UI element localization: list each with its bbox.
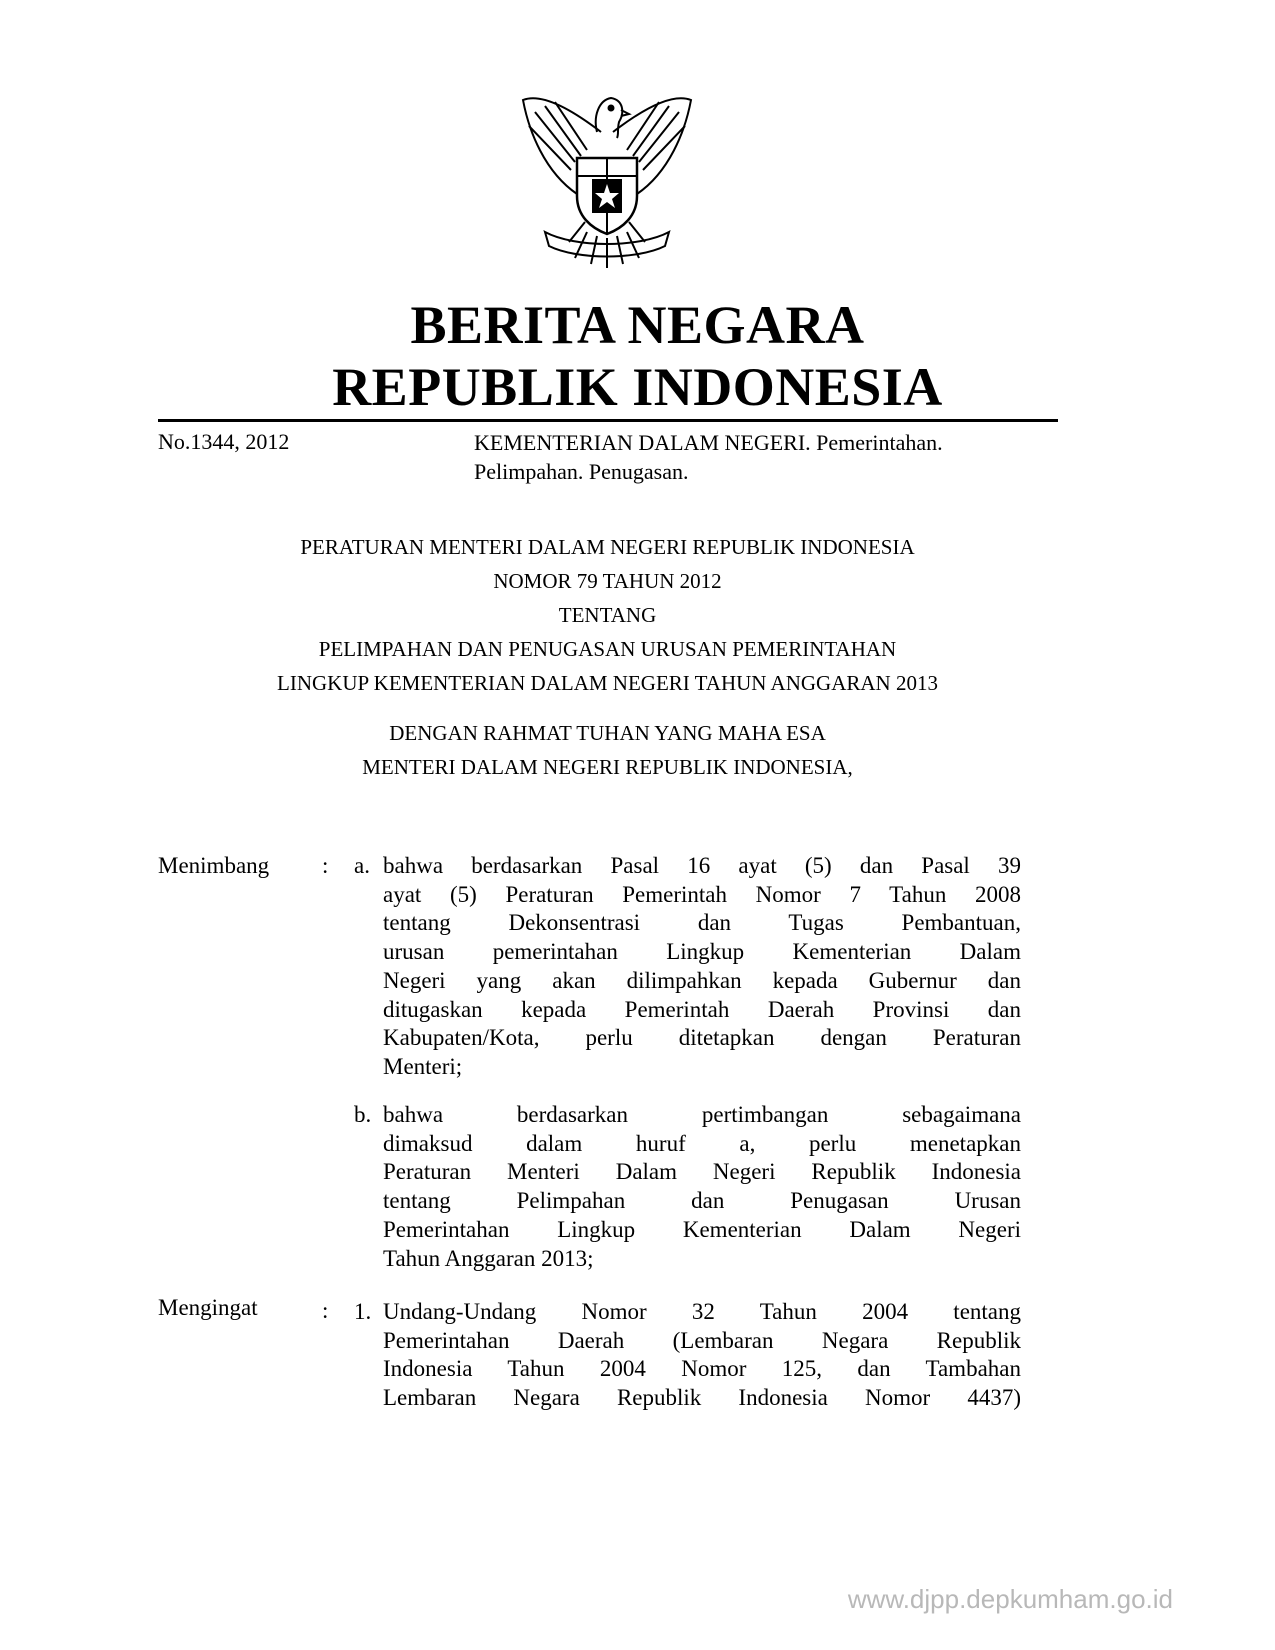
text-line: ditugaskan kepada Pemerintah Daerah Provinsi dan	[383, 996, 1021, 1022]
text-line: dimaksud dalam huruf a, perlu menetapkan	[383, 1130, 1021, 1156]
mengingat-colon: :	[322, 1298, 329, 1323]
preamble-line: DENGAN RAHMAT TUHAN YANG MAHA ESA	[389, 721, 826, 745]
text-line: Lembaran Negara Republik Indonesia Nomor 4437)	[383, 1385, 1021, 1411]
text-line: urusan pemerintahan Lingkup Kementerian Dalam	[383, 939, 1021, 965]
masthead-subtitle: REPUBLIK INDONESIA	[332, 357, 943, 417]
menimbang-item-marker: b.	[354, 1102, 372, 1127]
text-line: tentang Dekonsentrasi dan Tugas Pembantuan,	[383, 910, 1021, 936]
source-watermark: www.djpp.depkumham.go.id	[847, 1584, 1173, 1614]
text-line: Undang-Undang Nomor 32 Tahun 2004 tentang	[383, 1299, 1021, 1324]
issue-subject	[474, 428, 1074, 486]
text-line: Menteri;	[383, 1053, 463, 1079]
text-line: Negeri yang akan dilimpahkan kepada Gubernur dan	[383, 967, 1021, 993]
regulation-about: TENTANG	[558, 603, 657, 627]
text-line: Indonesia Tahun 2004 Nomor 125, dan Tambahan	[383, 1356, 1021, 1382]
preamble-line: MENTERI DALAM NEGERI REPUBLIK INDONESIA,	[362, 755, 853, 779]
issue-subject-line: Pelimpahan. Penugasan.	[474, 459, 689, 484]
regulation-title-line: PERATURAN MENTERI DALAM NEGERI REPUBLIK INDONESIA	[300, 535, 915, 559]
regulation-subject-line: LINGKUP KEMENTERIAN DALAM NEGERI TAHUN ANGGARAN 2013	[277, 671, 938, 695]
garuda-emblem-icon	[515, 72, 699, 272]
menimbang-item-a	[383, 852, 1021, 1082]
mengingat-label: Mengingat	[158, 1295, 258, 1320]
menimbang-label: Menimbang	[158, 853, 270, 878]
masthead-title: BERITA NEGARA	[410, 295, 865, 355]
text-line: Pemerintahan Daerah (Lembaran Negara Republik	[383, 1327, 1021, 1353]
regulation-title	[0, 530, 1215, 700]
text-line: bahwa berdasarkan Pasal 16 ayat (5) dan Pasal 39	[383, 853, 1021, 878]
issue-number: No.1344, 2012	[158, 429, 290, 454]
text-line: Tahun Anggaran 2013;	[383, 1245, 594, 1271]
text-line: ayat (5) Peraturan Pemerintah Nomor 7 Tahun 2008	[383, 881, 1021, 907]
text-line: tentang Pelimpahan dan Penugasan Urusan	[383, 1188, 1021, 1214]
regulation-number: NOMOR 79 TAHUN 2012	[493, 569, 722, 593]
issue-subject-line: KEMENTERIAN DALAM NEGERI. Pemerintahan.	[474, 430, 943, 455]
text-line: Kabupaten/Kota, perlu ditetapkan dengan Peraturan	[383, 1025, 1021, 1051]
regulation-subject-line: PELIMPAHAN DAN PENUGASAN URUSAN PEMERINTAHAN	[318, 637, 897, 661]
mengingat-item-1	[383, 1298, 1021, 1413]
text-line: Peraturan Menteri Dalam Negeri Republik Indonesia	[383, 1159, 1021, 1185]
masthead-divider	[158, 419, 1058, 422]
menimbang-item-b	[383, 1101, 1021, 1273]
preamble	[0, 716, 1215, 784]
menimbang-item-marker: a.	[354, 853, 370, 878]
menimbang-colon: :	[322, 853, 329, 878]
text-line: bahwa berdasarkan pertimbangan sebagaimana	[383, 1102, 1021, 1127]
text-line: Pemerintahan Lingkup Kementerian Dalam Negeri	[383, 1216, 1021, 1242]
mengingat-item-marker: 1.	[354, 1299, 372, 1324]
